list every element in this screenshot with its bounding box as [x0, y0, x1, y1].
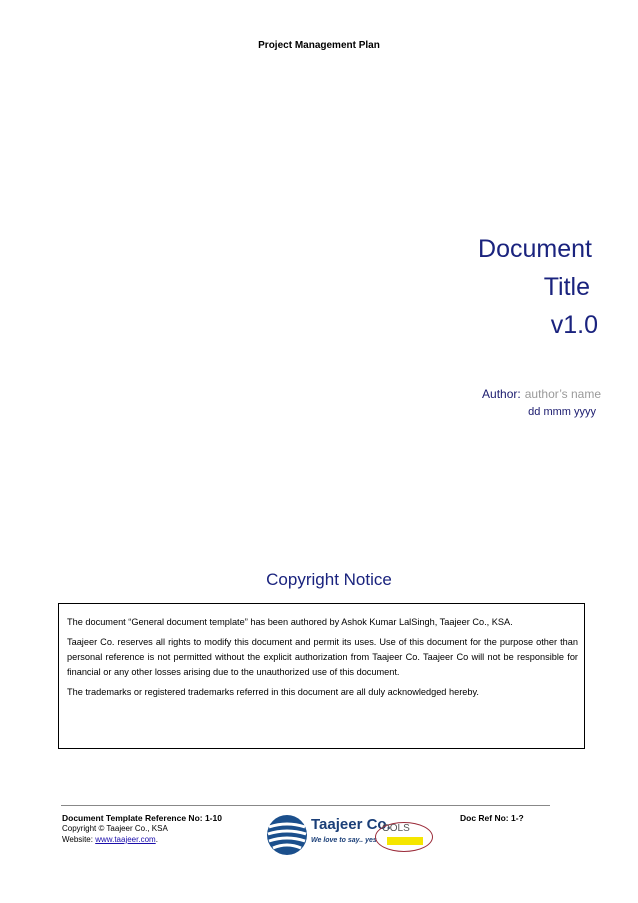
author-value: author’s name [524, 387, 601, 401]
footer-divider [61, 805, 550, 806]
template-reference: Document Template Reference No: 1-10 [62, 813, 222, 823]
logo-tools-text: OOLS [382, 823, 410, 834]
doc-title-line2: Title [543, 273, 590, 301]
company-logo [265, 810, 435, 860]
title-block [478, 230, 598, 344]
doc-title-line1: Document [478, 235, 592, 263]
doc-ref-number: Doc Ref No: 1-? [460, 813, 524, 823]
copyright-heading: Copyright Notice [266, 570, 392, 589]
notice-paragraph: The trademarks or registered trademarks referred in this document are all duly acknowledged hereby. [67, 687, 479, 697]
doc-date: dd mmm yyyy [528, 406, 596, 418]
notice-paragraph: The document “General document template” has been authored by Ashok Kumar LalSingh, Taajeer Co., KSA. [67, 617, 513, 627]
logo-tagline: We love to say.. yes [311, 837, 377, 844]
notice-paragraph: Taajeer Co. reserves all rights to modify this document and permit its uses. Use of this document for the purpose other than personal reference is not permitted without the explicit authorization from Taajeer Co. Taajeer Co will not be responsible for financial or any other losses arising due to the unauthorized use of this document. [67, 637, 578, 677]
website-label: Website: [62, 835, 93, 844]
website-link[interactable]: www.taajeer.com [95, 835, 156, 844]
logo-name: Taajeer Co. [311, 816, 391, 833]
footer-website [62, 835, 158, 844]
doc-version: v1.0 [550, 311, 598, 339]
logo-yellow-bar [387, 837, 423, 845]
website-suffix: . [155, 835, 158, 844]
footer-copyright: Copyright © Taajeer Co., KSA [62, 824, 168, 833]
author-line [482, 387, 601, 401]
copyright-notice-box [58, 603, 585, 749]
logo-wave-icon [265, 813, 309, 857]
page-header: Project Management Plan [258, 40, 380, 51]
author-label: Author: [482, 387, 521, 401]
